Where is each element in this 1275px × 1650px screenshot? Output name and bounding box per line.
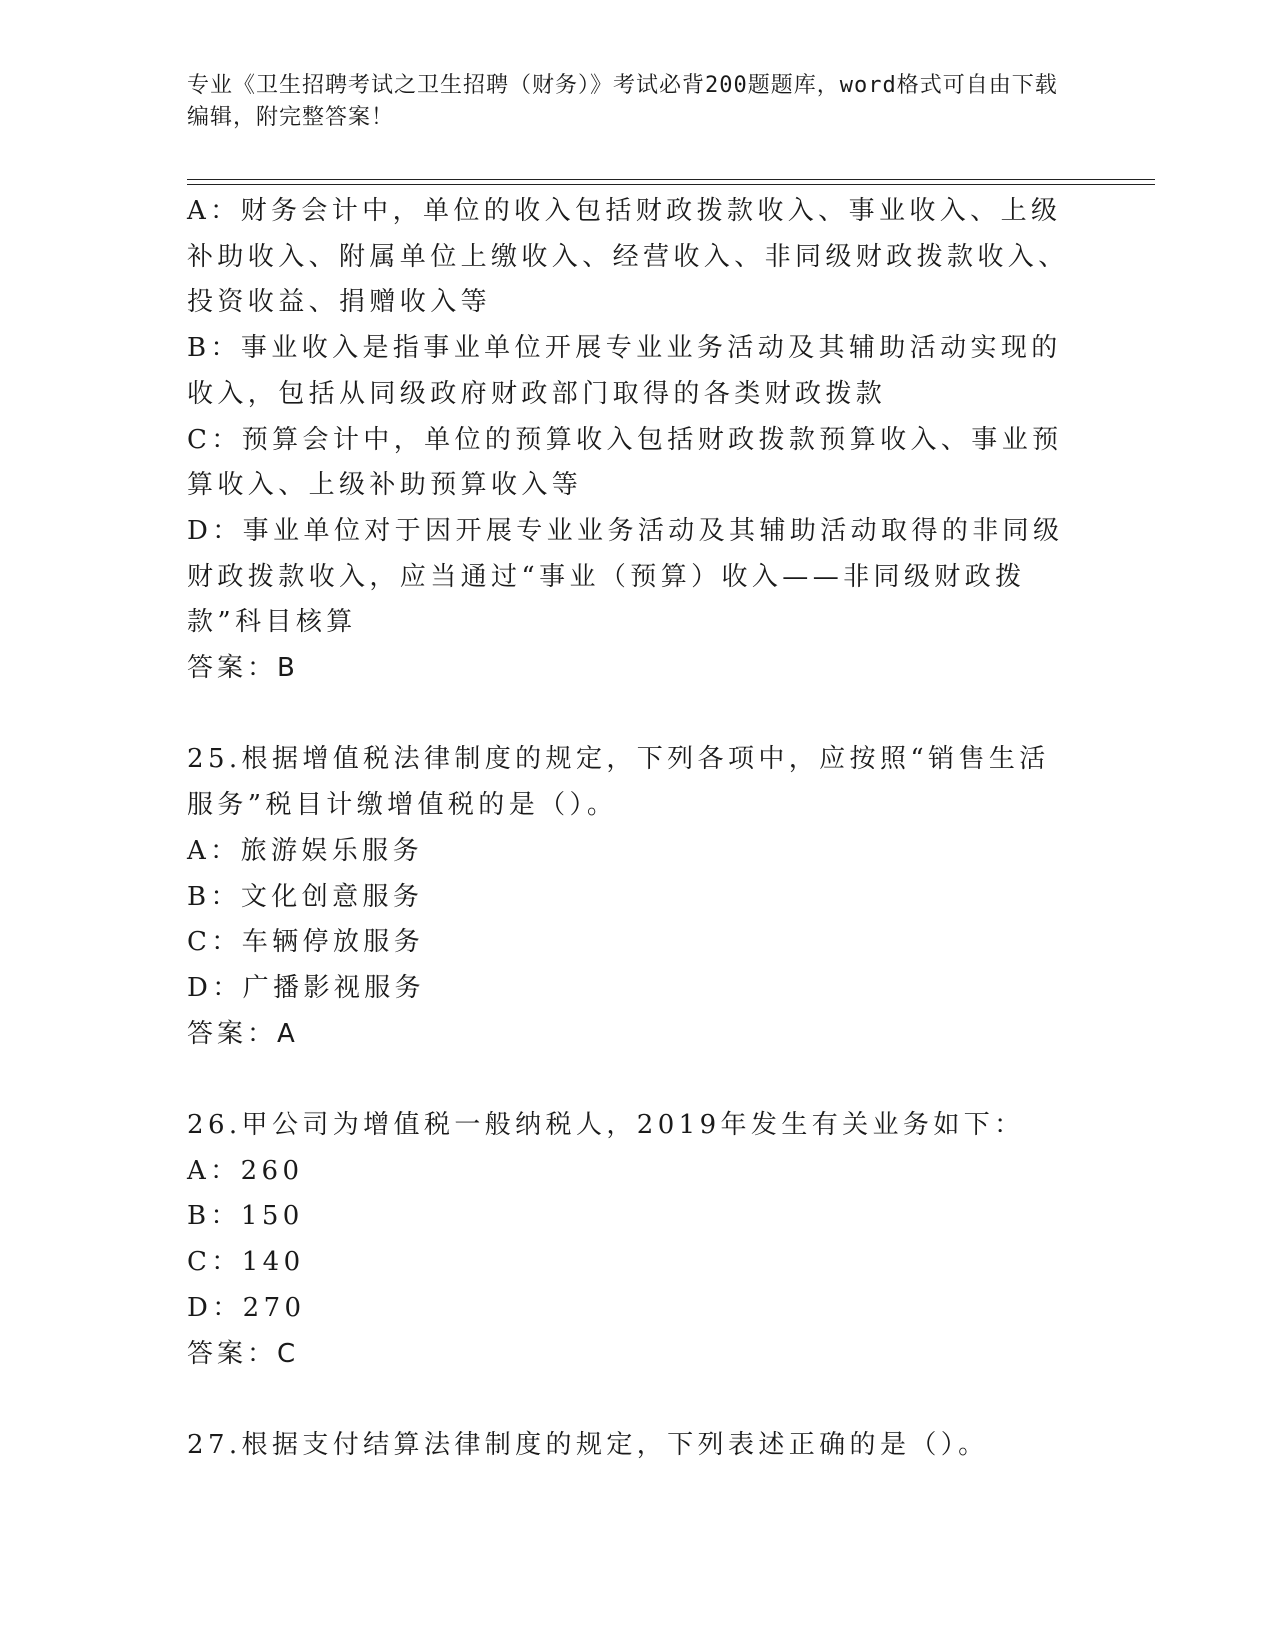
header-divider-top (187, 179, 1155, 180)
question-stem: 25.根据增值税法律制度的规定，下列各项中，应按照“销售生活服务”税目计缴增值税的是（）。 (187, 744, 1050, 821)
option-d: D：270 (187, 1292, 306, 1323)
option-d: D：广播影视服务 (187, 972, 426, 1003)
option-d: D：事业单位对于因开展专业业务活动及其辅助活动取得的非同级财政拨款收入，应当通过“事业（预算）收入——非同级财政拨款”科目核算 (187, 515, 1064, 638)
answer-line: 答案：C (187, 1338, 300, 1369)
question-27 (187, 1423, 1077, 1469)
question-stem: 26.甲公司为增值税一般纳税人，2019年发生有关业务如下： (187, 1110, 1025, 1141)
question-content (187, 189, 1077, 1469)
option-a: A：260 (187, 1155, 304, 1186)
option-c: C：140 (187, 1247, 305, 1278)
option-c: C：预算会计中，单位的预算收入包括财政拨款预算收入、事业预算收入、上级补助预算收入等 (187, 424, 1063, 501)
option-a: A：财务会计中，单位的收入包括财政拨款收入、事业收入、上级补助收入、附属单位上缴收入、经营收入、非同级财政拨款收入、投资收益、捐赠收入等 (187, 196, 1069, 318)
answer-line: 答案：A (187, 1018, 299, 1049)
question-26 (187, 1103, 1077, 1377)
option-b: B：事业收入是指事业单位开展专业业务活动及其辅助活动实现的收入，包括从同级政府财政部门取得的各类财政拨款 (187, 333, 1062, 409)
option-b: B：文化创意服务 (187, 881, 424, 912)
question-stem: 27.根据支付结算法律制度的规定，下列表述正确的是（）。 (187, 1429, 989, 1460)
document-header: 专业《卫生招聘考试之卫生招聘（财务）》考试必背200题题库，word格式可自由下载编辑，附完整答案！ (187, 73, 1058, 130)
option-a: A：旅游娱乐服务 (187, 835, 423, 866)
question-25 (187, 737, 1077, 1057)
prev-question (187, 189, 1077, 692)
header-divider-bottom (187, 184, 1155, 185)
answer-line: 答案：B (187, 653, 299, 684)
option-b: B：150 (187, 1201, 304, 1232)
option-c: C：车辆停放服务 (187, 927, 425, 958)
